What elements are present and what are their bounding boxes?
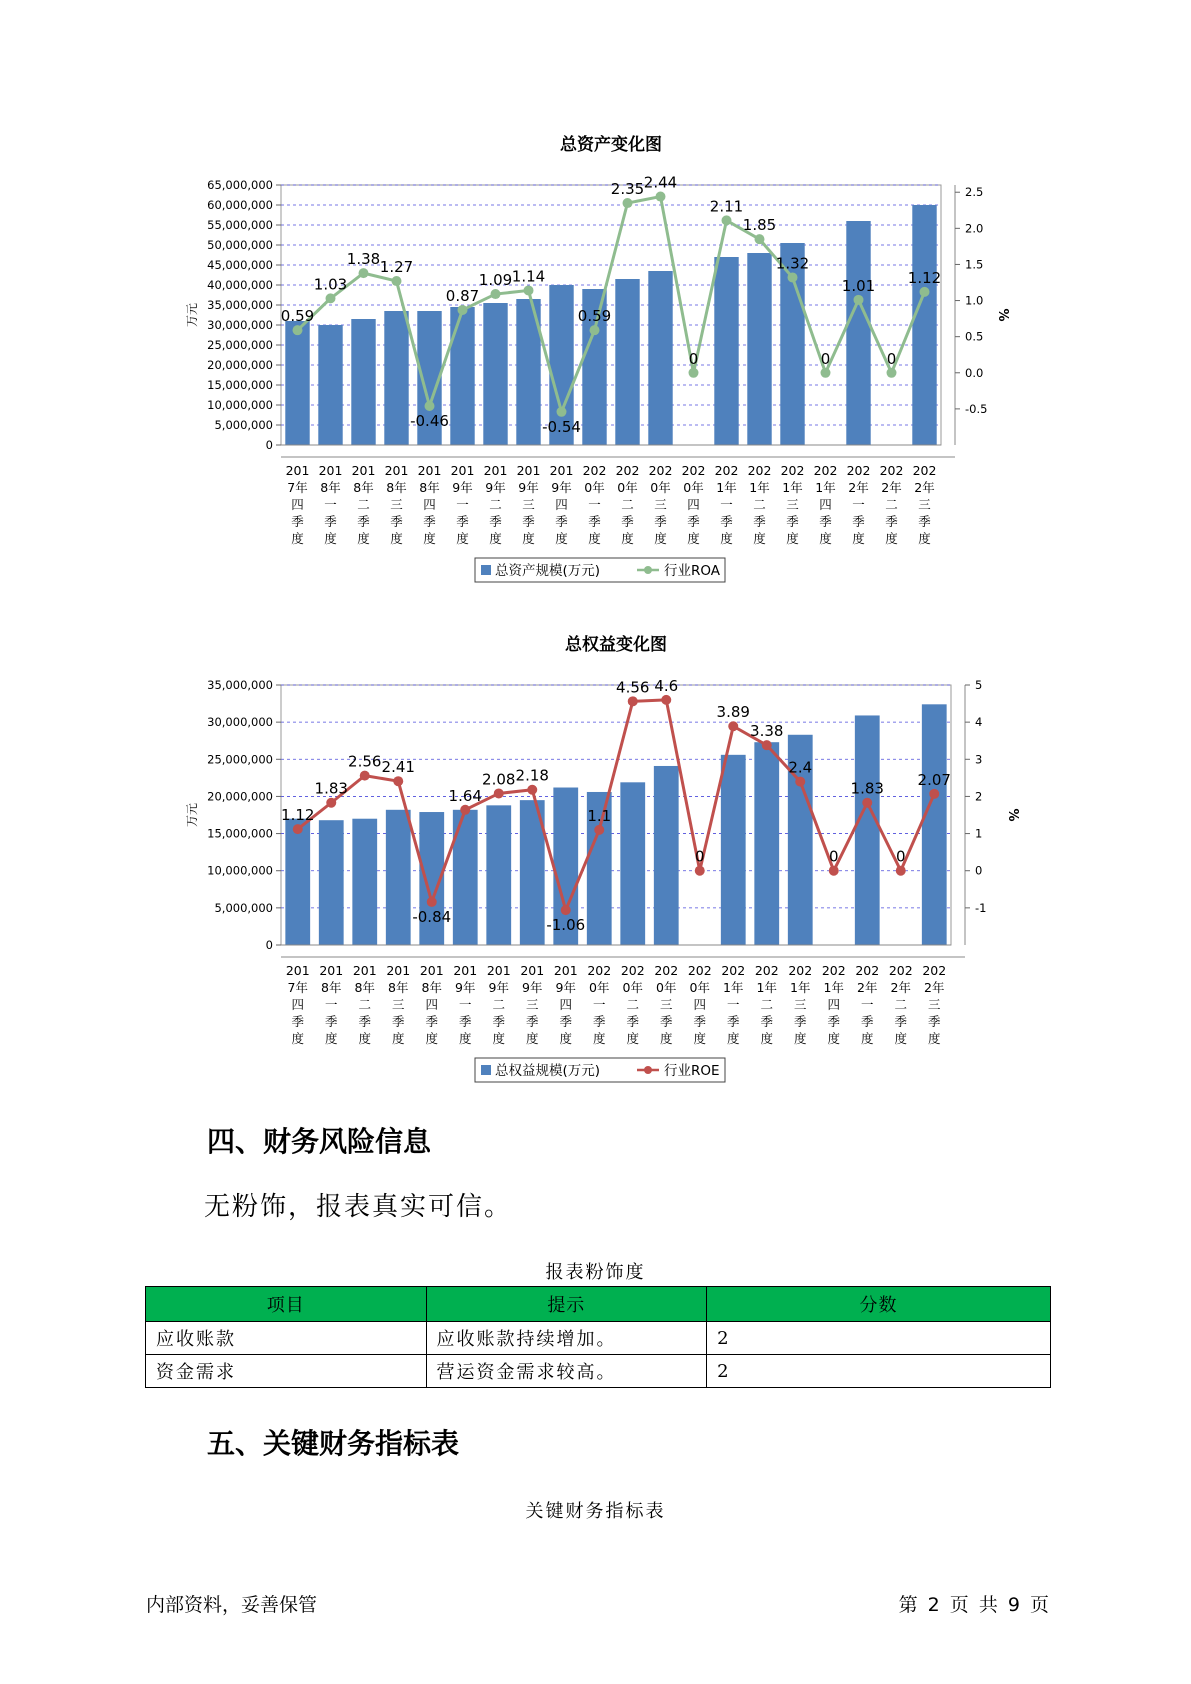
data-label: 0.59 bbox=[577, 307, 612, 326]
x-tick-label: 201 8年三季度 bbox=[386, 963, 411, 1046]
section-4-heading: 四、财务风险信息 bbox=[207, 1125, 432, 1158]
y-tick-label: 30,000,000 bbox=[207, 715, 273, 730]
line-point bbox=[293, 325, 303, 335]
footer-page-number: 第 2 页 共 9 页 bbox=[898, 1594, 1051, 1616]
legend bbox=[475, 1058, 725, 1082]
line-point bbox=[326, 798, 336, 808]
data-label: 4.56 bbox=[616, 678, 650, 697]
y2-tick-label: 2.0 bbox=[965, 221, 984, 236]
y-tick-label: 20,000,000 bbox=[207, 789, 273, 804]
y-tick-label: 20,000,000 bbox=[207, 358, 273, 372]
data-label: -0.54 bbox=[542, 417, 581, 436]
bar bbox=[352, 819, 377, 945]
y-tick-label: 45,000,000 bbox=[207, 258, 273, 272]
y2-axis-label: % bbox=[1005, 808, 1020, 822]
bar bbox=[318, 325, 342, 445]
x-tick-label: 202 0年三季度 bbox=[654, 963, 679, 1046]
data-label: 1.83 bbox=[314, 779, 348, 798]
data-label: 0.87 bbox=[445, 286, 480, 305]
y2-tick-label: 2 bbox=[975, 789, 983, 804]
line-point bbox=[561, 905, 571, 915]
y-tick-label: 30,000,000 bbox=[207, 318, 273, 332]
line-point bbox=[929, 789, 939, 799]
chart-title: 总权益变化图 bbox=[565, 635, 667, 655]
chart-title: 总资产变化图 bbox=[560, 135, 662, 155]
bar bbox=[319, 820, 344, 945]
x-tick-label: 202 1年三季度 bbox=[780, 463, 805, 546]
legend-label-bars: 总权益规模(万元) bbox=[495, 1063, 601, 1079]
cell-hint: 营运资金需求较高。 bbox=[426, 1355, 707, 1388]
data-label: 2.35 bbox=[610, 180, 645, 199]
data-label: 1.12 bbox=[907, 268, 942, 287]
line-point bbox=[628, 696, 638, 706]
data-label: 0 bbox=[820, 349, 831, 368]
bar bbox=[384, 311, 408, 445]
line-point bbox=[862, 798, 872, 808]
data-label: 0 bbox=[886, 349, 897, 368]
data-label: 1.09 bbox=[478, 271, 513, 290]
bar bbox=[747, 253, 771, 445]
y2-tick-label: -0.5 bbox=[965, 401, 988, 416]
x-tick-label: 201 9年三季度 bbox=[520, 963, 545, 1046]
bar bbox=[721, 755, 746, 945]
y-tick-label: 50,000,000 bbox=[207, 238, 273, 252]
cell-item: 资金需求 bbox=[146, 1355, 427, 1388]
line-point bbox=[887, 368, 897, 378]
y-tick-label: 15,000,000 bbox=[207, 378, 273, 392]
x-tick-label: 202 2年一季度 bbox=[846, 463, 871, 546]
footer-confidential: 内部资料，妥善保管 bbox=[146, 1594, 318, 1616]
y-tick-label: 25,000,000 bbox=[207, 752, 273, 767]
data-label: 2.07 bbox=[917, 770, 951, 789]
cell-score: 2 bbox=[707, 1322, 1051, 1355]
line-point bbox=[795, 777, 805, 787]
header-hint: 提示 bbox=[426, 1287, 707, 1322]
line-point bbox=[494, 788, 504, 798]
line-point bbox=[762, 740, 772, 750]
x-tick-label: 202 1年一季度 bbox=[714, 463, 739, 546]
legend-label-line: 行业ROA bbox=[664, 563, 721, 579]
risk-table bbox=[145, 1286, 1051, 1388]
x-tick-label: 202 1年四季度 bbox=[821, 963, 846, 1046]
line-point bbox=[623, 198, 633, 208]
line-point bbox=[590, 325, 600, 335]
y-tick-label: 5,000,000 bbox=[214, 418, 273, 432]
data-label: 2.08 bbox=[482, 770, 516, 789]
x-tick-label: 201 9年一季度 bbox=[453, 963, 478, 1046]
y-tick-label: 40,000,000 bbox=[207, 278, 273, 292]
line-point bbox=[689, 368, 699, 378]
line-point bbox=[854, 295, 864, 305]
data-label: 4.6 bbox=[654, 676, 679, 695]
x-tick-label: 201 8年一季度 bbox=[319, 963, 344, 1046]
bar bbox=[654, 766, 679, 945]
line-point bbox=[722, 215, 732, 225]
data-label: 1.1 bbox=[587, 806, 612, 825]
y2-tick-label: 0 bbox=[975, 863, 983, 878]
x-tick-label: 201 9年二季度 bbox=[483, 463, 508, 546]
line-point bbox=[458, 305, 468, 315]
legend-label-bars: 总资产规模(万元) bbox=[495, 563, 601, 579]
data-label: 0 bbox=[688, 349, 699, 368]
x-tick-label: 201 8年二季度 bbox=[352, 963, 377, 1046]
line-point bbox=[594, 825, 604, 835]
y-tick-label: 65,000,000 bbox=[207, 178, 273, 192]
data-label: 1.01 bbox=[841, 276, 876, 295]
x-tick-label: 201 7年四季度 bbox=[285, 463, 310, 546]
y2-tick-label: 1.5 bbox=[965, 257, 984, 272]
total-equity-chart bbox=[0, 630, 1191, 1100]
bar bbox=[912, 205, 936, 445]
y-tick-label: 35,000,000 bbox=[207, 678, 273, 692]
data-label: 1.85 bbox=[742, 216, 777, 235]
x-tick-label: 202 0年二季度 bbox=[615, 463, 640, 546]
line-point bbox=[920, 287, 930, 297]
x-tick-label: 202 2年二季度 bbox=[888, 963, 913, 1046]
bar bbox=[922, 704, 947, 945]
y-tick-label: 0 bbox=[265, 438, 273, 452]
line-point bbox=[460, 805, 470, 815]
x-tick-label: 202 2年一季度 bbox=[855, 963, 880, 1046]
x-tick-label: 201 8年四季度 bbox=[417, 463, 442, 546]
key-metrics-table-caption: 关键财务指标表 bbox=[525, 1501, 666, 1522]
header-score: 分数 bbox=[707, 1287, 1051, 1322]
data-label: -0.46 bbox=[410, 412, 449, 430]
data-label: 1.03 bbox=[313, 275, 348, 294]
data-label: 2.11 bbox=[709, 197, 744, 216]
header-item: 项目 bbox=[146, 1287, 427, 1322]
y2-tick-label: 1 bbox=[975, 826, 983, 841]
line-point bbox=[829, 866, 839, 876]
cell-score: 2 bbox=[707, 1355, 1051, 1388]
line-point bbox=[755, 234, 765, 244]
x-tick-label: 202 2年三季度 bbox=[912, 463, 937, 546]
x-tick-label: 201 8年二季度 bbox=[351, 463, 376, 546]
data-label: 2.41 bbox=[381, 758, 415, 777]
table-row bbox=[146, 1322, 1051, 1355]
x-tick-label: 202 0年一季度 bbox=[582, 463, 607, 546]
table-row bbox=[146, 1355, 1051, 1388]
y2-tick-label: 4 bbox=[975, 715, 983, 730]
x-tick-label: 202 1年四季度 bbox=[813, 463, 838, 546]
line-point bbox=[425, 401, 435, 411]
line-point bbox=[524, 285, 534, 295]
line-point bbox=[557, 407, 567, 417]
data-label: 2.4 bbox=[788, 758, 813, 777]
data-label: 0 bbox=[895, 847, 906, 866]
y-tick-label: 10,000,000 bbox=[207, 863, 273, 878]
y-tick-label: 5,000,000 bbox=[214, 900, 273, 915]
line-point bbox=[359, 268, 369, 278]
line-point bbox=[392, 276, 402, 286]
data-label: 3.38 bbox=[750, 722, 784, 741]
x-tick-label: 201 7年四季度 bbox=[285, 963, 310, 1046]
bar bbox=[486, 805, 511, 945]
x-tick-label: 201 9年三季度 bbox=[516, 463, 541, 546]
bar bbox=[754, 742, 779, 945]
section-4-text: 无粉饰，报表真实可信。 bbox=[204, 1192, 513, 1222]
x-tick-label: 202 1年二季度 bbox=[754, 963, 779, 1046]
data-label: -0.84 bbox=[412, 907, 452, 926]
x-tick-label: 201 8年三季度 bbox=[384, 463, 409, 546]
line-point bbox=[293, 824, 303, 834]
bar bbox=[285, 819, 310, 945]
x-tick-label: 201 9年二季度 bbox=[486, 963, 511, 1046]
y-tick-label: 55,000,000 bbox=[207, 218, 273, 232]
line-point bbox=[656, 192, 666, 202]
y-tick-label: 35,000,000 bbox=[207, 298, 273, 312]
legend bbox=[475, 558, 725, 582]
y2-tick-label: 5 bbox=[975, 678, 983, 692]
x-tick-label: 202 0年四季度 bbox=[681, 463, 706, 546]
legend-label-line: 行业ROE bbox=[664, 1063, 720, 1079]
cell-item: 应收账款 bbox=[146, 1322, 427, 1355]
x-tick-label: 201 8年四季度 bbox=[419, 963, 444, 1046]
x-tick-label: 202 1年一季度 bbox=[721, 963, 746, 1046]
data-label: 1.32 bbox=[775, 254, 810, 273]
data-label: 0 bbox=[828, 847, 839, 866]
line-point bbox=[527, 785, 537, 795]
x-tick-label: 202 1年二季度 bbox=[747, 463, 772, 546]
legend-swatch-marker bbox=[644, 1066, 652, 1074]
x-tick-label: 202 0年三季度 bbox=[648, 463, 673, 546]
data-label: 2.56 bbox=[348, 752, 382, 771]
x-tick-label: 202 1年三季度 bbox=[788, 963, 813, 1046]
data-label: 1.64 bbox=[448, 786, 482, 805]
y2-tick-label: 0.5 bbox=[965, 329, 984, 344]
section-5-heading: 五、关键财务指标表 bbox=[207, 1427, 460, 1460]
line-point bbox=[661, 695, 671, 705]
y2-tick-label: -1 bbox=[975, 900, 987, 915]
x-tick-label: 202 0年二季度 bbox=[620, 963, 645, 1046]
x-tick-label: 202 2年二季度 bbox=[879, 463, 904, 546]
bar bbox=[714, 257, 738, 445]
bar bbox=[648, 271, 672, 445]
data-label: -1.06 bbox=[546, 916, 586, 935]
x-tick-label: 202 0年四季度 bbox=[687, 963, 712, 1046]
bar bbox=[386, 810, 411, 945]
bar bbox=[855, 715, 880, 945]
bar bbox=[285, 321, 309, 445]
plot-area bbox=[281, 685, 951, 945]
data-label: 3.89 bbox=[716, 703, 750, 722]
data-label: 2.18 bbox=[515, 766, 549, 785]
x-tick-label: 201 9年四季度 bbox=[553, 963, 578, 1046]
data-label: 1.27 bbox=[379, 258, 414, 277]
line-point bbox=[360, 771, 370, 781]
y-tick-label: 15,000,000 bbox=[207, 826, 273, 841]
risk-table-caption: 报表粉饰度 bbox=[545, 1262, 646, 1283]
bar bbox=[620, 782, 645, 945]
line-point bbox=[821, 368, 831, 378]
x-tick-label: 202 2年三季度 bbox=[922, 963, 947, 1046]
cell-hint: 应收账款持续增加。 bbox=[426, 1322, 707, 1355]
x-tick-label: 202 0年一季度 bbox=[587, 963, 612, 1046]
data-label: 1.14 bbox=[511, 267, 546, 286]
legend-swatch-marker bbox=[644, 566, 652, 574]
x-tick-label: 201 9年四季度 bbox=[549, 463, 574, 546]
line-point bbox=[491, 289, 501, 299]
data-label: 0 bbox=[694, 847, 705, 866]
y-tick-label: 0 bbox=[265, 938, 273, 952]
legend-swatch-bar bbox=[481, 1065, 491, 1075]
line-point bbox=[393, 776, 403, 786]
line-point bbox=[427, 897, 437, 907]
y2-tick-label: 0.0 bbox=[965, 365, 984, 380]
total-assets-chart bbox=[0, 130, 1191, 600]
y2-axis-label: % bbox=[995, 308, 1010, 322]
data-label: 2.44 bbox=[643, 173, 678, 192]
y-tick-label: 60,000,000 bbox=[207, 198, 273, 212]
risk-table-header-row bbox=[146, 1287, 1051, 1322]
y2-tick-label: 2.5 bbox=[965, 185, 984, 200]
data-label: 0.59 bbox=[280, 307, 315, 326]
data-label: 1.83 bbox=[850, 779, 884, 798]
y-tick-label: 25,000,000 bbox=[207, 338, 273, 352]
line-point bbox=[326, 293, 336, 303]
bar bbox=[351, 319, 375, 445]
line-point bbox=[728, 721, 738, 731]
line-point bbox=[695, 866, 705, 876]
data-label: 1.38 bbox=[346, 250, 381, 269]
bar bbox=[846, 221, 870, 445]
bar bbox=[483, 303, 507, 445]
bar bbox=[450, 307, 474, 445]
x-tick-label: 201 8年一季度 bbox=[318, 463, 343, 546]
data-label: 1.12 bbox=[281, 806, 315, 825]
y-tick-label: 10,000,000 bbox=[207, 398, 273, 412]
y2-tick-label: 3 bbox=[975, 752, 983, 767]
y2-tick-label: 1.0 bbox=[965, 293, 984, 308]
x-tick-label: 201 9年一季度 bbox=[450, 463, 475, 546]
y-axis-label: 万元 bbox=[185, 302, 199, 328]
bar bbox=[615, 279, 639, 445]
legend-swatch-bar bbox=[481, 565, 491, 575]
y-axis-label: 万元 bbox=[185, 802, 199, 828]
line-point bbox=[896, 866, 906, 876]
line-point bbox=[788, 272, 798, 282]
